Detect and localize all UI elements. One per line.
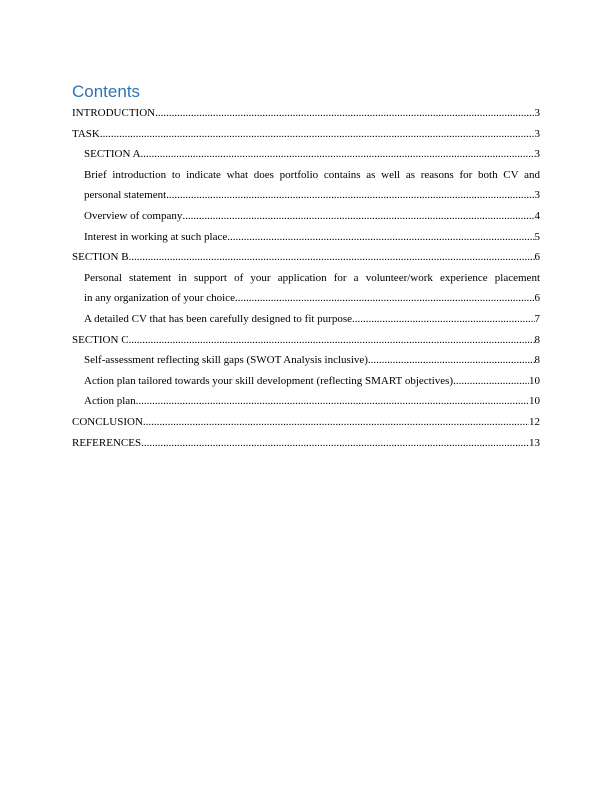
toc-entry-label: TASK bbox=[72, 127, 100, 140]
toc-entry-label: INTRODUCTION bbox=[72, 107, 156, 119]
document-page bbox=[72, 82, 540, 453]
toc-entry-page: 8 bbox=[534, 333, 540, 346]
toc-entry-page: 3 bbox=[534, 148, 540, 161]
toc-entry-section-c[interactable] bbox=[72, 330, 540, 351]
toc-entry-task[interactable] bbox=[72, 124, 540, 145]
toc-entry-page: 10 bbox=[529, 395, 540, 408]
toc-entry-action-plan-tailored[interactable] bbox=[72, 371, 540, 392]
toc-entry-brief-introduction[interactable] bbox=[72, 165, 540, 206]
toc-entry-label-line1: Brief introduction to indicate what does portfolio contains as well as reasons for both CV and bbox=[84, 168, 540, 181]
toc-entry-label: SECTION B bbox=[72, 251, 129, 264]
toc-entry-label: in any organization of your choice bbox=[84, 292, 235, 305]
toc-entry-page: 3 bbox=[534, 107, 540, 119]
toc-entry-label: CONCLUSION bbox=[72, 415, 143, 428]
toc-entry-conclusion[interactable] bbox=[72, 412, 540, 433]
toc-entry-section-b[interactable] bbox=[72, 247, 540, 268]
toc-entry-label: SECTION C bbox=[72, 333, 129, 346]
toc-entry-page: 12 bbox=[529, 415, 540, 428]
toc-title: Contents bbox=[72, 82, 141, 101]
toc-entry-references[interactable] bbox=[72, 433, 540, 454]
toc-entry-interest-in-working[interactable] bbox=[72, 227, 540, 248]
toc-entry-label: Action plan tailored towards your skill development (reflecting SMART objectives) bbox=[84, 374, 454, 387]
toc-entry-page: 13 bbox=[529, 436, 540, 449]
toc-entry-label: personal statement bbox=[84, 189, 167, 202]
toc-entry-page: 3 bbox=[534, 189, 540, 202]
toc-entry-label: Self-assessment reflecting skill gaps (SWOT Analysis inclusive) bbox=[84, 354, 368, 367]
toc-entry-label: SECTION A bbox=[84, 148, 141, 161]
toc-entry-page: 8 bbox=[534, 354, 540, 367]
toc-entry-page: 6 bbox=[534, 251, 540, 264]
toc-entry-label: REFERENCES bbox=[72, 436, 142, 449]
toc-entry-label-line1: Personal statement in support of your application for a volunteer/work experience placement bbox=[84, 271, 540, 284]
toc-entry-section-a[interactable] bbox=[72, 144, 540, 165]
toc-entry-action-plan[interactable] bbox=[72, 391, 540, 412]
toc-entry-personal-statement[interactable] bbox=[72, 268, 540, 309]
toc-entry-overview-of-company[interactable] bbox=[72, 206, 540, 227]
toc-entry-page: 7 bbox=[534, 312, 540, 325]
toc-entry-detailed-cv[interactable] bbox=[72, 309, 540, 330]
toc-entry-label: Interest in working at such place bbox=[84, 230, 228, 243]
toc-entry-label: Overview of company bbox=[84, 209, 183, 222]
toc-entry-label: A detailed CV that has been carefully designed to fit purpose bbox=[84, 312, 353, 325]
toc-entry-self-assessment[interactable] bbox=[72, 350, 540, 371]
toc-entry-page: 10 bbox=[529, 374, 540, 387]
toc-entry-page: 5 bbox=[534, 230, 540, 243]
toc-entry-page: 3 bbox=[534, 127, 540, 140]
toc-entry-introduction[interactable] bbox=[72, 103, 540, 124]
toc-entry-label: Action plan bbox=[84, 395, 136, 408]
toc-entry-page: 4 bbox=[534, 209, 540, 222]
toc-entry-page: 6 bbox=[534, 292, 540, 305]
